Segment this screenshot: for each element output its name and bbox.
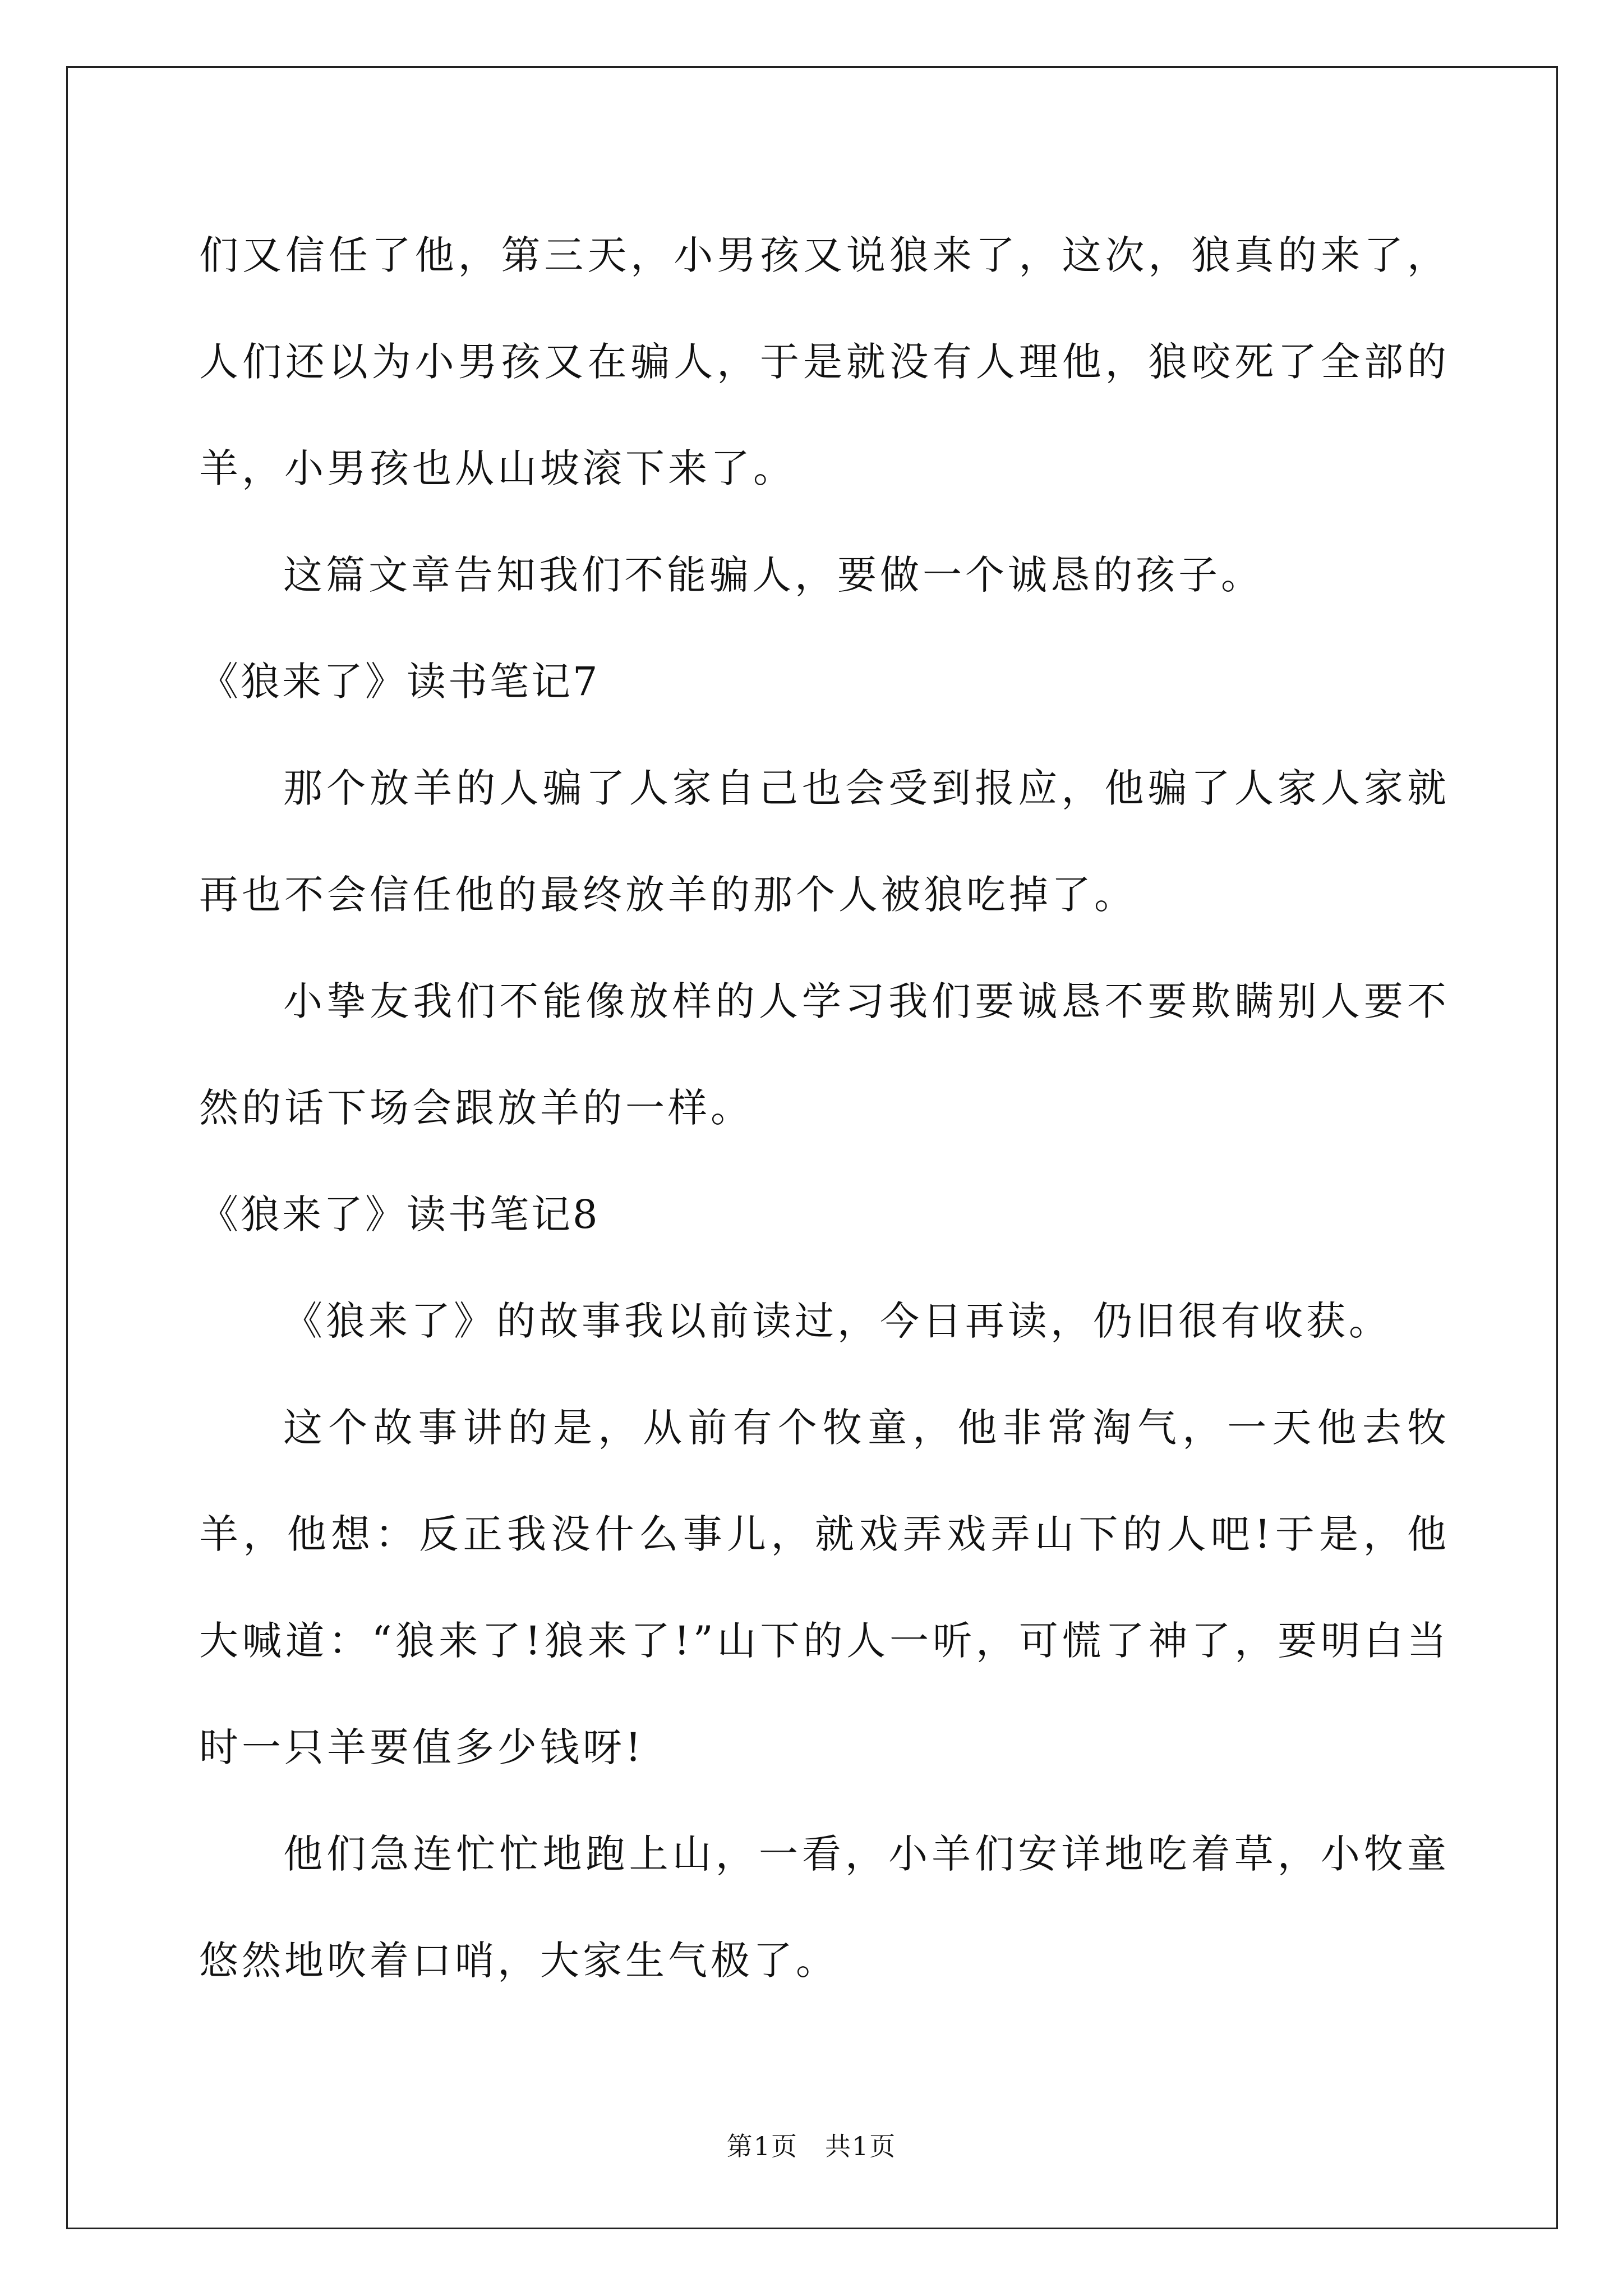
paragraph: 他们急连忙忙地跑上山，一看，小羊们安详地吃着草，小牧童悠然地吹着口哨，大家生气极了。: [199, 1831, 1450, 1984]
paragraph: 这篇文章告知我们不能骗人，要做一个诚恳的孩子。: [283, 552, 1264, 598]
paragraph: 《狼来了》的故事我以前读过，今日再读，仍旧很有收获。: [283, 1298, 1391, 1344]
paragraph: 那个放羊的人骗了人家自己也会受到报应，他骗了人家人家就再也不会信任他的最终放羊的那个人被狼吃掉了。: [199, 765, 1450, 918]
page-footer: [0, 2126, 1623, 2163]
document-body: [199, 202, 1450, 2014]
paragraph: 这个故事讲的是，从前有个牧童，他非常淘气，一天他去牧羊，他想：反正我没什么事儿，就戏弄戏弄山下的人吧!于是，他大喊道：“狼来了!狼来了!”山下的人一听，可慌了神了，要明白当时一只羊要值多少钱呀!: [199, 1405, 1450, 1770]
page-number-current: 第1页: [726, 2131, 798, 2161]
paragraph-continuation: 们又信任了他，第三天，小男孩又说狼来了，这次，狼真的来了，人们还以为小男孩又在骗人，于是就没有人理他，狼咬死了全部的羊，小男孩也从山坡滚下来了。: [199, 232, 1450, 491]
section-heading: 《狼来了》读书笔记8: [199, 1191, 600, 1237]
section-heading: 《狼来了》读书笔记7: [199, 659, 600, 705]
paragraph: 小挚友我们不能像放样的人学习我们要诚恳不要欺瞒别人要不然的话下场会跟放羊的一样。: [199, 978, 1450, 1131]
page-number-total: 共1页: [825, 2131, 897, 2161]
